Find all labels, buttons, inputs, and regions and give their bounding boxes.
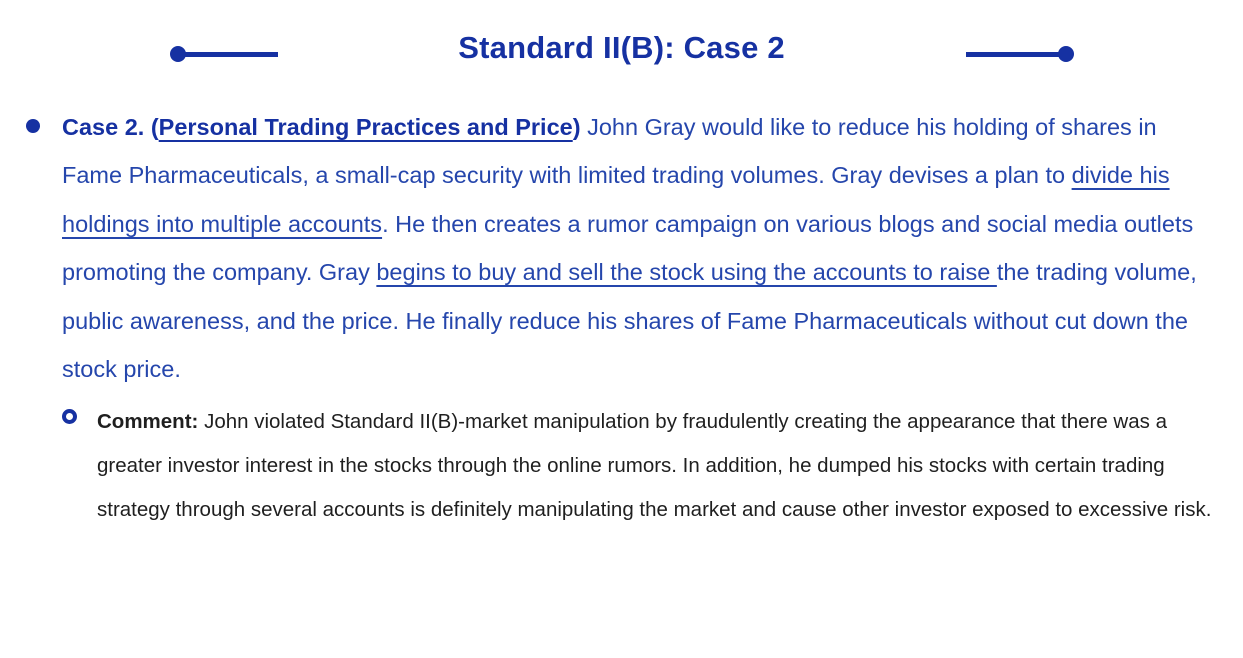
text-segment: John violated Standard II(B)-market manipulation by fraudulently creating the appearance that there was a greater investor interest in the stocks through the online rumors. In addition, he dumped his stocks with certain trading strategy through several accounts is definitely manipulating the market and cause other investor exposed to excessive risk. (97, 410, 1212, 521)
case-bullet-icon (26, 119, 40, 133)
text-segment: John Gray would like to reduce his holding of shares in Fame Pharmaceuticals, a small-cap security with limited trading volumes. Gray devises a plan to (62, 114, 1157, 189)
decoration-dot-icon (1058, 46, 1074, 62)
text-segment: Personal Trading Practices and Price (158, 114, 573, 140)
comment-bullet-icon (62, 409, 77, 424)
text-segment: Case 2. ( (62, 114, 159, 140)
text-segment: the trading volume, public awareness, and the price. He finally reduce his shares of Fame Pharmaceuticals without cut down the stock price. (62, 259, 1197, 383)
text-segment: . He then creates a rumor campaign on various blogs and social media outlets promoting the company. Gray (62, 210, 1194, 286)
title-right-decoration (966, 45, 1074, 63)
decoration-line (966, 52, 1062, 57)
text-segment: Comment: (97, 410, 205, 433)
text-segment: divide his holdings into multiple accounts (62, 162, 1170, 237)
case-paragraph (62, 103, 1217, 393)
text-segment: ) (572, 114, 581, 140)
comment-paragraph (97, 400, 1225, 531)
page-title: Standard II(B): Case 2 (458, 30, 785, 65)
text-segment: begins to buy and sell the stock using the accounts to raise (376, 259, 997, 286)
